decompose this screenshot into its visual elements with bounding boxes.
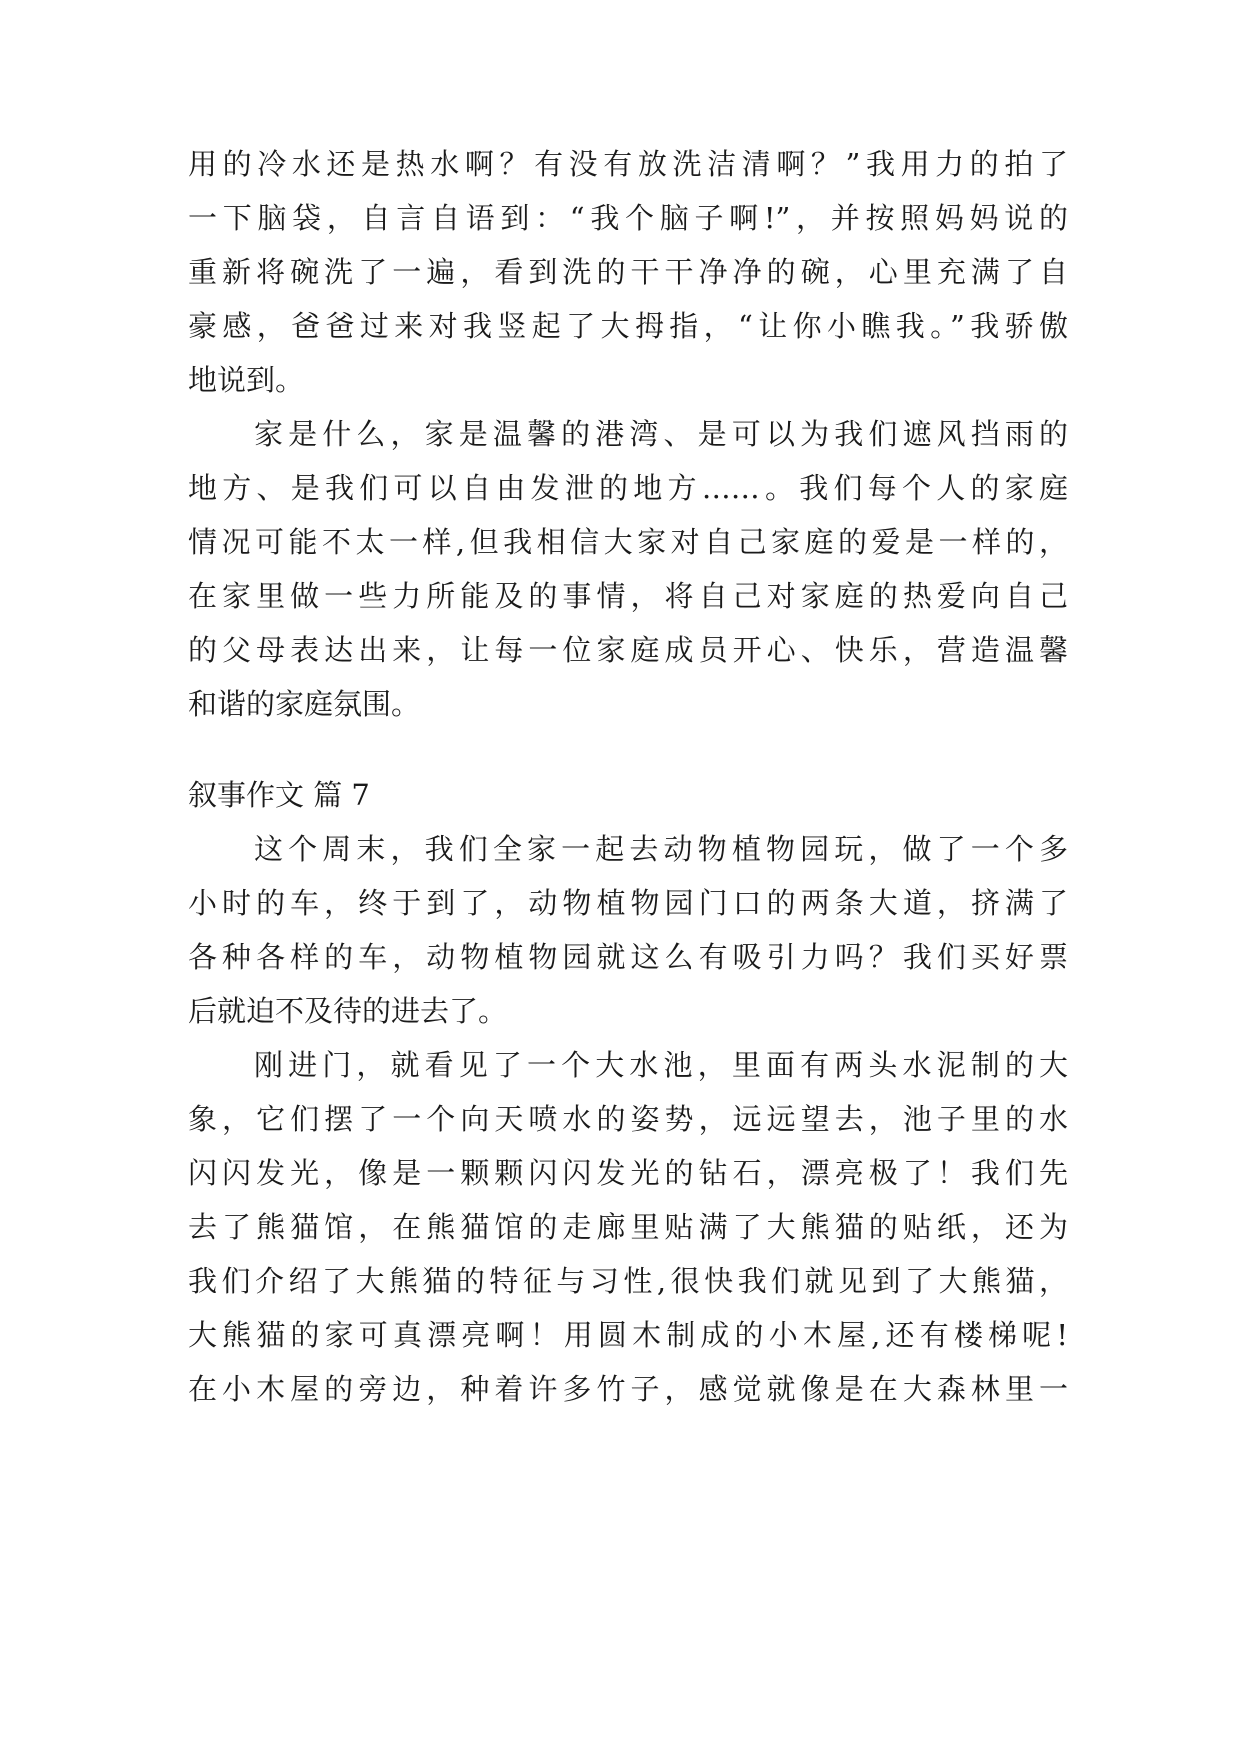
paragraph-d-line-5: 我们介绍了大熊猫的特征与习性,很快我们就见到了大熊猫，	[188, 1264, 1068, 1298]
paragraph-a-line-1: 用的冷水还是热水啊？有没有放洗洁清啊？”我用力的拍了	[188, 147, 1068, 181]
paragraph-a-line-4: 豪感，爸爸过来对我竖起了大拇指，“让你小瞧我。”我骄傲	[188, 309, 1068, 343]
paragraph-b-line-1: 家是什么，家是温馨的港湾、是可以为我们遮风挡雨的	[254, 417, 1068, 451]
paragraph-d-line-1: 刚进门，就看见了一个大水池，里面有两头水泥制的大	[254, 1048, 1068, 1082]
paragraph-c-line-2: 小时的车，终于到了，动物植物园门口的两条大道，挤满了	[188, 886, 1068, 920]
paragraph-d-line-4: 去了熊猫馆，在熊猫馆的走廊里贴满了大熊猫的贴纸，还为	[188, 1210, 1068, 1244]
paragraph-d-line-7: 在小木屋的旁边，种着许多竹子，感觉就像是在大森林里一	[188, 1372, 1068, 1406]
paragraph-c-line-3: 各种各样的车，动物植物园就这么有吸引力吗？我们买好票	[188, 940, 1068, 974]
paragraph-a-line-5: 地说到。	[188, 363, 305, 397]
paragraph-a-line-2: 一下脑袋，自言自语到：“我个脑子啊!”，并按照妈妈说的	[188, 201, 1068, 235]
paragraph-a-line-3: 重新将碗洗了一遍，看到洗的干干净净的碗，心里充满了自	[188, 255, 1068, 289]
paragraph-d-line-2: 象，它们摆了一个向天喷水的姿势，远远望去，池子里的水	[188, 1102, 1068, 1136]
paragraph-b-line-6: 和谐的家庭氛围。	[188, 687, 421, 721]
paragraph-b-line-5: 的父母表达出来，让每一位家庭成员开心、快乐，营造温馨	[188, 633, 1068, 667]
paragraph-b-line-2: 地方、是我们可以自由发泄的地方……。我们每个人的家庭	[188, 471, 1068, 505]
paragraph-c-line-4: 后就迫不及待的进去了。	[188, 994, 508, 1028]
paragraph-b-line-3: 情况可能不太一样,但我相信大家对自己家庭的爱是一样的，	[188, 525, 1068, 559]
paragraph-b-line-4: 在家里做一些力所能及的事情，将自己对家庭的热爱向自己	[188, 579, 1068, 613]
paragraph-d-line-3: 闪闪发光，像是一颗颗闪闪发光的钻石，漂亮极了！我们先	[188, 1156, 1068, 1190]
section-heading: 叙事作文 篇 7	[188, 778, 370, 812]
paragraph-c-line-1: 这个周末，我们全家一起去动物植物园玩，做了一个多	[254, 832, 1068, 866]
paragraph-d-line-6: 大熊猫的家可真漂亮啊！用圆木制成的小木屋,还有楼梯呢!	[188, 1318, 1068, 1352]
